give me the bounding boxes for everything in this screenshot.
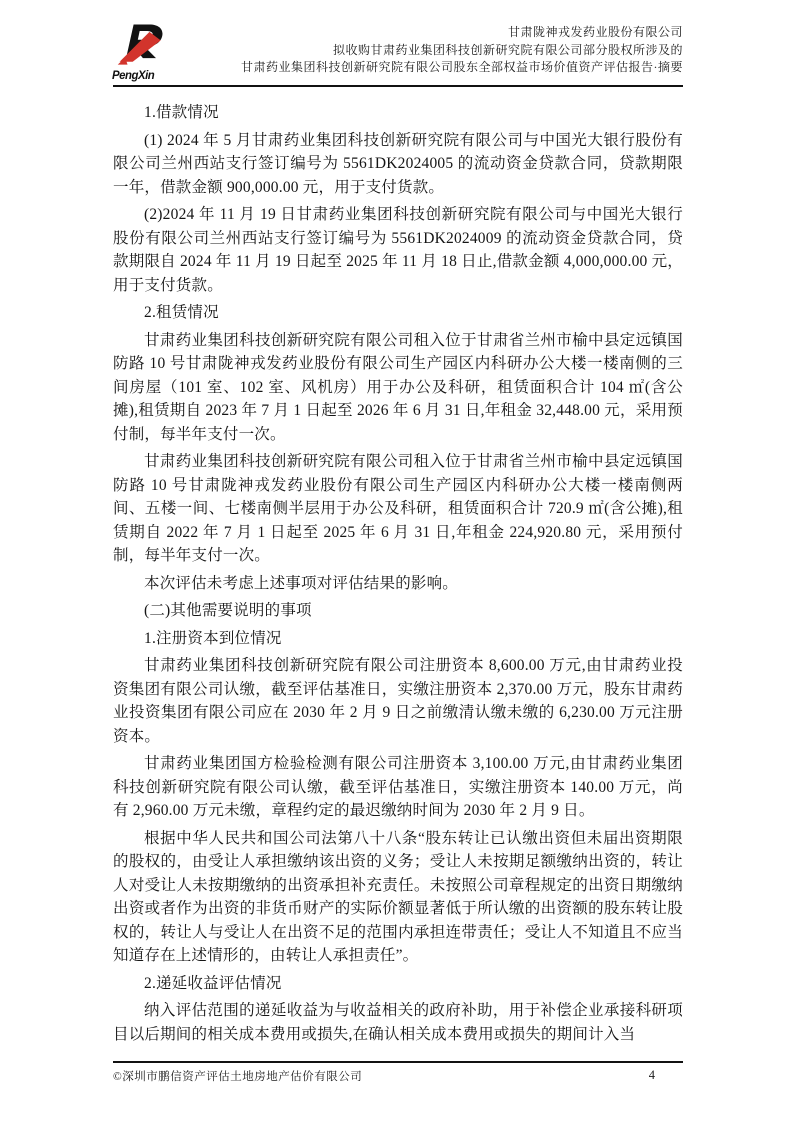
header-line-transaction: 拟收购甘肃药业集团科技创新研究院有限公司部分股权所涉及的: [332, 42, 683, 57]
paragraph: 甘肃药业集团国方检验检测有限公司注册资本 3,100.00 万元,由甘肃药业集团科技创新研究院有限公司认缴，截至评估基准日，实缴注册资本 140.00 万元，尚有 2,960.00 万元未缴，章程约定的最迟缴纳时间为 2030 年 2 月 9 日。: [113, 755, 683, 819]
page-footer: [113, 1068, 683, 1084]
section-heading: 1.注册资本到位情况: [144, 629, 282, 647]
page-number: 4: [648, 1068, 655, 1082]
header-line-report: 甘肃药业集团科技创新研究院有限公司股东全部权益市场价值资产评估报告·摘要: [241, 60, 683, 74]
pengxin-logo: [112, 20, 190, 82]
document-body: [113, 101, 683, 1050]
paragraph: 甘肃药业集团科技创新研究院有限公司租入位于甘肃省兰州市榆中县定远镇国防路 10 号甘肃陇神戎发药业股份有限公司生产园区内科研办公大楼一楼南侧的三间房屋（101 室、102 室、风机房）用于办公及科研，租赁面积合计 104 ㎡(含公摊),租赁期自 2023 年 7 月 1 日起至 2026 年 6 月 31 日,年租金 32,448.00 元，采用预付制，每半年支付一次。: [113, 331, 683, 443]
header-rule: [113, 85, 683, 87]
paragraph: 甘肃药业集团科技创新研究院有限公司租入位于甘肃省兰州市榆中县定远镇国防路 10 号甘肃陇神戎发药业股份有限公司生产园区内科研办公大楼一楼南侧两间、五楼一间、七楼南侧半层用于办公及科研，租赁面积合计 720.9 ㎡(含公摊),租赁期自 2022 年 7 月 1 日起至 2025 年 6 月 31 日,年租金 224,920.80 元，采用预付制，每半年支付一次。: [113, 453, 683, 564]
paragraph: 纳入评估范围的递延收益为与收益相关的政府补助，用于补偿企业承接科研项目以后期间的相关成本费用或损失,在确认相关成本费用或损失的期间计入当: [113, 1002, 683, 1043]
section-heading: (二)其他需要说明的事项: [144, 602, 312, 619]
paragraph: 根据中华人民共和国公司法第八十八条“股东转让已认缴出资但未届出资期限的股权的，由受让人承担缴纳该出资的义务；受让人未按期足额缴纳出资的，转让人对受让人未按期缴纳的出资承担补充责任。未按照公司章程规定的出资日期缴纳出资或者作为出资的非货币财产的实际价额显著低于所认缴的出资额的股东转让股权的，转让人与受让人在出资不足的范围内承担连带责任；受让人不知道且不应当知道存在上述情形的，由转让人承担责任”。: [113, 829, 683, 964]
section-heading: 2.递延收益评估情况: [144, 974, 282, 992]
pengxin-logo-text: PengXin: [112, 68, 155, 82]
paragraph: (1) 2024 年 5 月甘肃药业集团科技创新研究院有限公司与中国光大银行股份有限公司兰州西站支行签订编号为 5561DK2024005 的流动资金贷款合同，贷款期限一年，借款金额 900,000.00 元，用于支付货款。: [113, 131, 683, 196]
pengxin-logo-icon: [114, 20, 170, 70]
header-title-block: [200, 24, 683, 77]
paragraph: (2)2024 年 11 月 19 日甘肃药业集团科技创新研究院有限公司与中国光大银行股份有限公司兰州西站支行签订编号为 5561DK2024009 的流动资金贷款合同，贷款期限自 2024 年 11 月 19 日起至 2025 年 11 月 18 日止,借款金额 4,000,000.00 元，用于支付货款。: [113, 206, 683, 294]
section-heading: 2.租赁情况: [144, 304, 219, 321]
footer-rule: [113, 1061, 683, 1063]
footer-copyright: ©深圳市鹏信资产评估土地房地产估价有限公司: [113, 1071, 363, 1083]
paragraph: 本次评估未考虑上述事项对评估结果的影响。: [144, 574, 459, 592]
paragraph: 甘肃药业集团科技创新研究院有限公司注册资本 8,600.00 万元,由甘肃药业投资集团有限公司认缴，截至评估基准日，实缴注册资本 2,370.00 万元，股东甘肃药业投资集团有限公司应在 2030 年 2 月 9 日之前缴清认缴未缴的 6,230.00 万元注册资本。: [113, 657, 683, 745]
header-line-company: 甘肃陇神戎发药业股份有限公司: [507, 25, 683, 39]
section-heading: 1.借款情况: [144, 104, 219, 121]
